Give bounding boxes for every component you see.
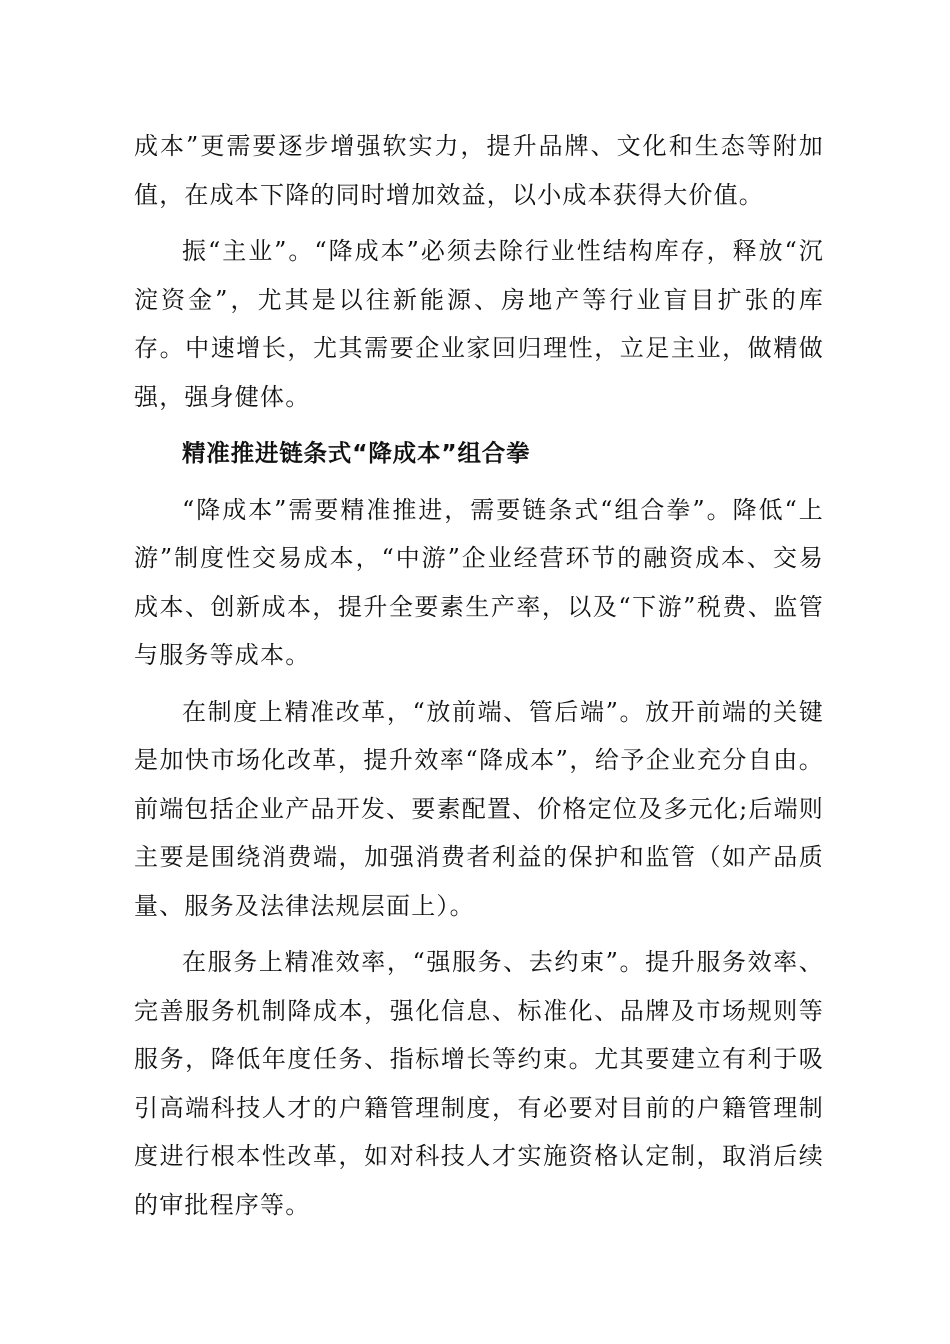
section-heading: 精准推进链条式“降成本”组合拳 [182, 439, 531, 467]
paragraph-institutional-reform: 在制度上精准改革，“放前端、管后端”。放开前端的关键是加快市场化改革，提升效率“降成本”，给予企业充分自由。前端包括企业产品开发、要素配置、价格定位及多元化;后端则主要是围绕消费端，加强消费者利益的保护和监管（如产品质量、服务及法律法规层面上）。 [134, 697, 824, 920]
paragraph-service-efficiency: 在服务上精准效率，“强服务、去约束”。提升服务效率、完善服务机制降成本，强化信息、标准化、品牌及市场规则等服务，降低年度任务、指标增长等约束。尤其要建立有利于吸引高端科技人才的户籍管理制度，有必要对目前的户籍管理制度进行根本性改革，如对科技人才实施资格认定制，取消后续的审批程序等。 [134, 948, 824, 1219]
document-body [134, 122, 824, 1237]
paragraph-continuation: 成本”更需要逐步增强软实力，提升品牌、文化和生态等附加值，在成本下降的同时增加效益，以小成本获得大价值。 [134, 132, 824, 209]
paragraph-main-business: 振“主业”。“降成本”必须去除行业性结构库存，释放“沉淀资金”，尤其是以往新能源、房地产等行业盲目扩张的库存。中速增长，尤其需要企业家回归理性，立足主业，做精做强，强身健体。 [134, 237, 824, 411]
paragraph-combination-punch: “降成本”需要精准推进，需要链条式“组合拳”。降低“上游”制度性交易成本，“中游”企业经营环节的融资成本、交易成本、创新成本，提升全要素生产率，以及“下游”税费、监管与服务等成本。 [134, 495, 824, 669]
